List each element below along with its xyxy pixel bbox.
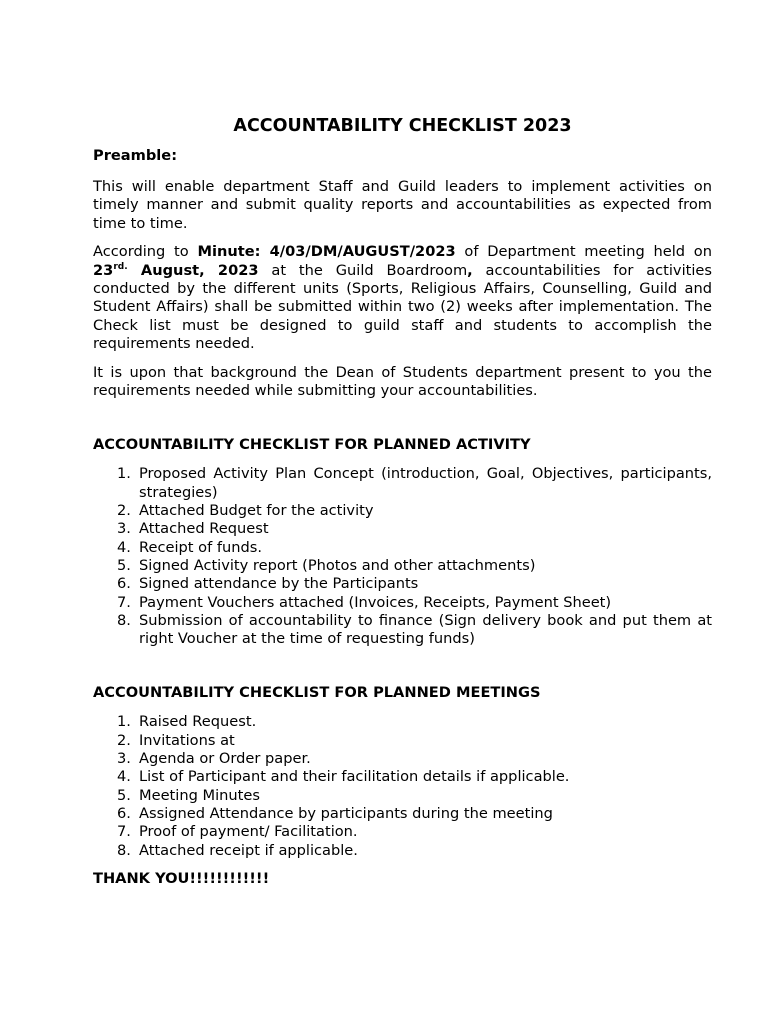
list-item <box>93 805 712 823</box>
list-item <box>93 539 712 557</box>
list-item <box>93 557 712 575</box>
list-item-text: Payment Vouchers attached (Invoices, Receipts, Payment Sheet) <box>139 593 612 611</box>
list-item-number: 5. <box>117 556 131 574</box>
list-item-text: List of Participant and their facilitation details if applicable. <box>139 768 570 786</box>
closing-thank-you: THANK YOU!!!!!!!!!!!! <box>93 869 270 887</box>
list-item <box>93 575 712 593</box>
paragraph-minute-part3: at the Guild Boardroom <box>258 261 468 279</box>
list-item-number: 8. <box>117 611 131 629</box>
paragraph-minute <box>93 243 712 353</box>
list-item <box>93 713 712 731</box>
list-item-text: Raised Request. <box>139 713 257 731</box>
list-item-text: Agenda or Order paper. <box>139 750 311 768</box>
list-item-number: 7. <box>117 823 131 841</box>
list-item-number: 3. <box>117 750 131 768</box>
list-item-text: Receipt of funds. <box>139 538 262 556</box>
list-item-number: 4. <box>117 538 131 556</box>
meetings-checklist <box>93 713 712 859</box>
document-title: ACCOUNTABILITY CHECKLIST 2023 <box>233 116 572 136</box>
list-item <box>93 823 712 841</box>
list-item <box>93 732 712 750</box>
minute-reference: Minute: 4/03/DM/AUGUST/2023 <box>197 243 456 261</box>
list-item-text: Invitations at <box>139 731 235 749</box>
list-item-number: 2. <box>117 731 131 749</box>
list-item-text: Attached receipt if applicable. <box>139 841 358 859</box>
list-item <box>93 465 712 502</box>
list-item-number: 4. <box>117 768 131 786</box>
list-item-number: 7. <box>117 593 131 611</box>
list-item <box>93 768 712 786</box>
list-item-text: Attached Request <box>139 520 269 538</box>
list-item-text: Assigned Attendance by participants during the meeting <box>139 804 553 822</box>
list-item <box>93 787 712 805</box>
list-item-number: 1. <box>117 465 131 483</box>
paragraph-minute-comma: , <box>467 261 473 279</box>
document-body <box>93 115 712 888</box>
list-item-text: Proof of payment/ Facilitation. <box>139 823 358 841</box>
list-item-text: Meeting Minutes <box>139 786 260 804</box>
activity-checklist <box>93 465 712 648</box>
paragraph-intro: This will enable department Staff and Guild leaders to implement activities on timely manner and submit quality reports and accountabilities as expected from time to time. <box>93 178 712 232</box>
list-item-text: Proposed Activity Plan Concept (introduction, Goal, Objectives, participants, strategies) <box>139 465 712 501</box>
list-item <box>93 502 712 520</box>
meetings-checklist-heading: ACCOUNTABILITY CHECKLIST FOR PLANNED MEETINGS <box>93 684 541 702</box>
paragraph-minute-part4: accountabilities for activities conducted by the different units (Sports, Religious Affairs, Counselling, Guild and Student Affairs) shall be submitted within two (2) weeks after implementation. The Check list must be designed to guild staff and students to accomplish the requirements needed. <box>93 261 712 353</box>
paragraph-background: It is upon that background the Dean of Students department present to you the requirements needed while submitting your accountabilities. <box>93 363 712 400</box>
list-item <box>93 612 712 649</box>
list-item-number: 1. <box>117 713 131 731</box>
paragraph-minute-part1: According to <box>93 243 198 261</box>
list-item-number: 8. <box>117 841 131 859</box>
list-item-number: 6. <box>117 804 131 822</box>
list-item-number: 3. <box>117 520 131 538</box>
list-item <box>93 520 712 538</box>
meeting-date-rest: August, 2023 <box>127 261 259 279</box>
meeting-date-suffix: rd. <box>113 261 128 272</box>
list-item <box>93 594 712 612</box>
list-item-text: Attached Budget for the activity <box>139 502 374 520</box>
activity-checklist-heading: ACCOUNTABILITY CHECKLIST FOR PLANNED ACTIVITY <box>93 436 531 454</box>
list-item <box>93 750 712 768</box>
list-item-text: Signed attendance by the Participants <box>139 575 419 593</box>
list-item-number: 5. <box>117 786 131 804</box>
list-item-number: 6. <box>117 575 131 593</box>
list-item <box>93 842 712 860</box>
list-item-text: Signed Activity report (Photos and other attachments) <box>139 556 536 574</box>
paragraph-minute-part2: of Department meeting held on <box>455 243 712 261</box>
meeting-date <box>93 262 259 279</box>
list-item-text: Submission of accountability to finance (Sign delivery book and put them at right Voucher at the time of requesting funds) <box>139 611 712 648</box>
meeting-date-day: 23 <box>93 261 114 279</box>
preamble-label: Preamble: <box>93 147 178 164</box>
list-item-number: 2. <box>117 502 131 520</box>
